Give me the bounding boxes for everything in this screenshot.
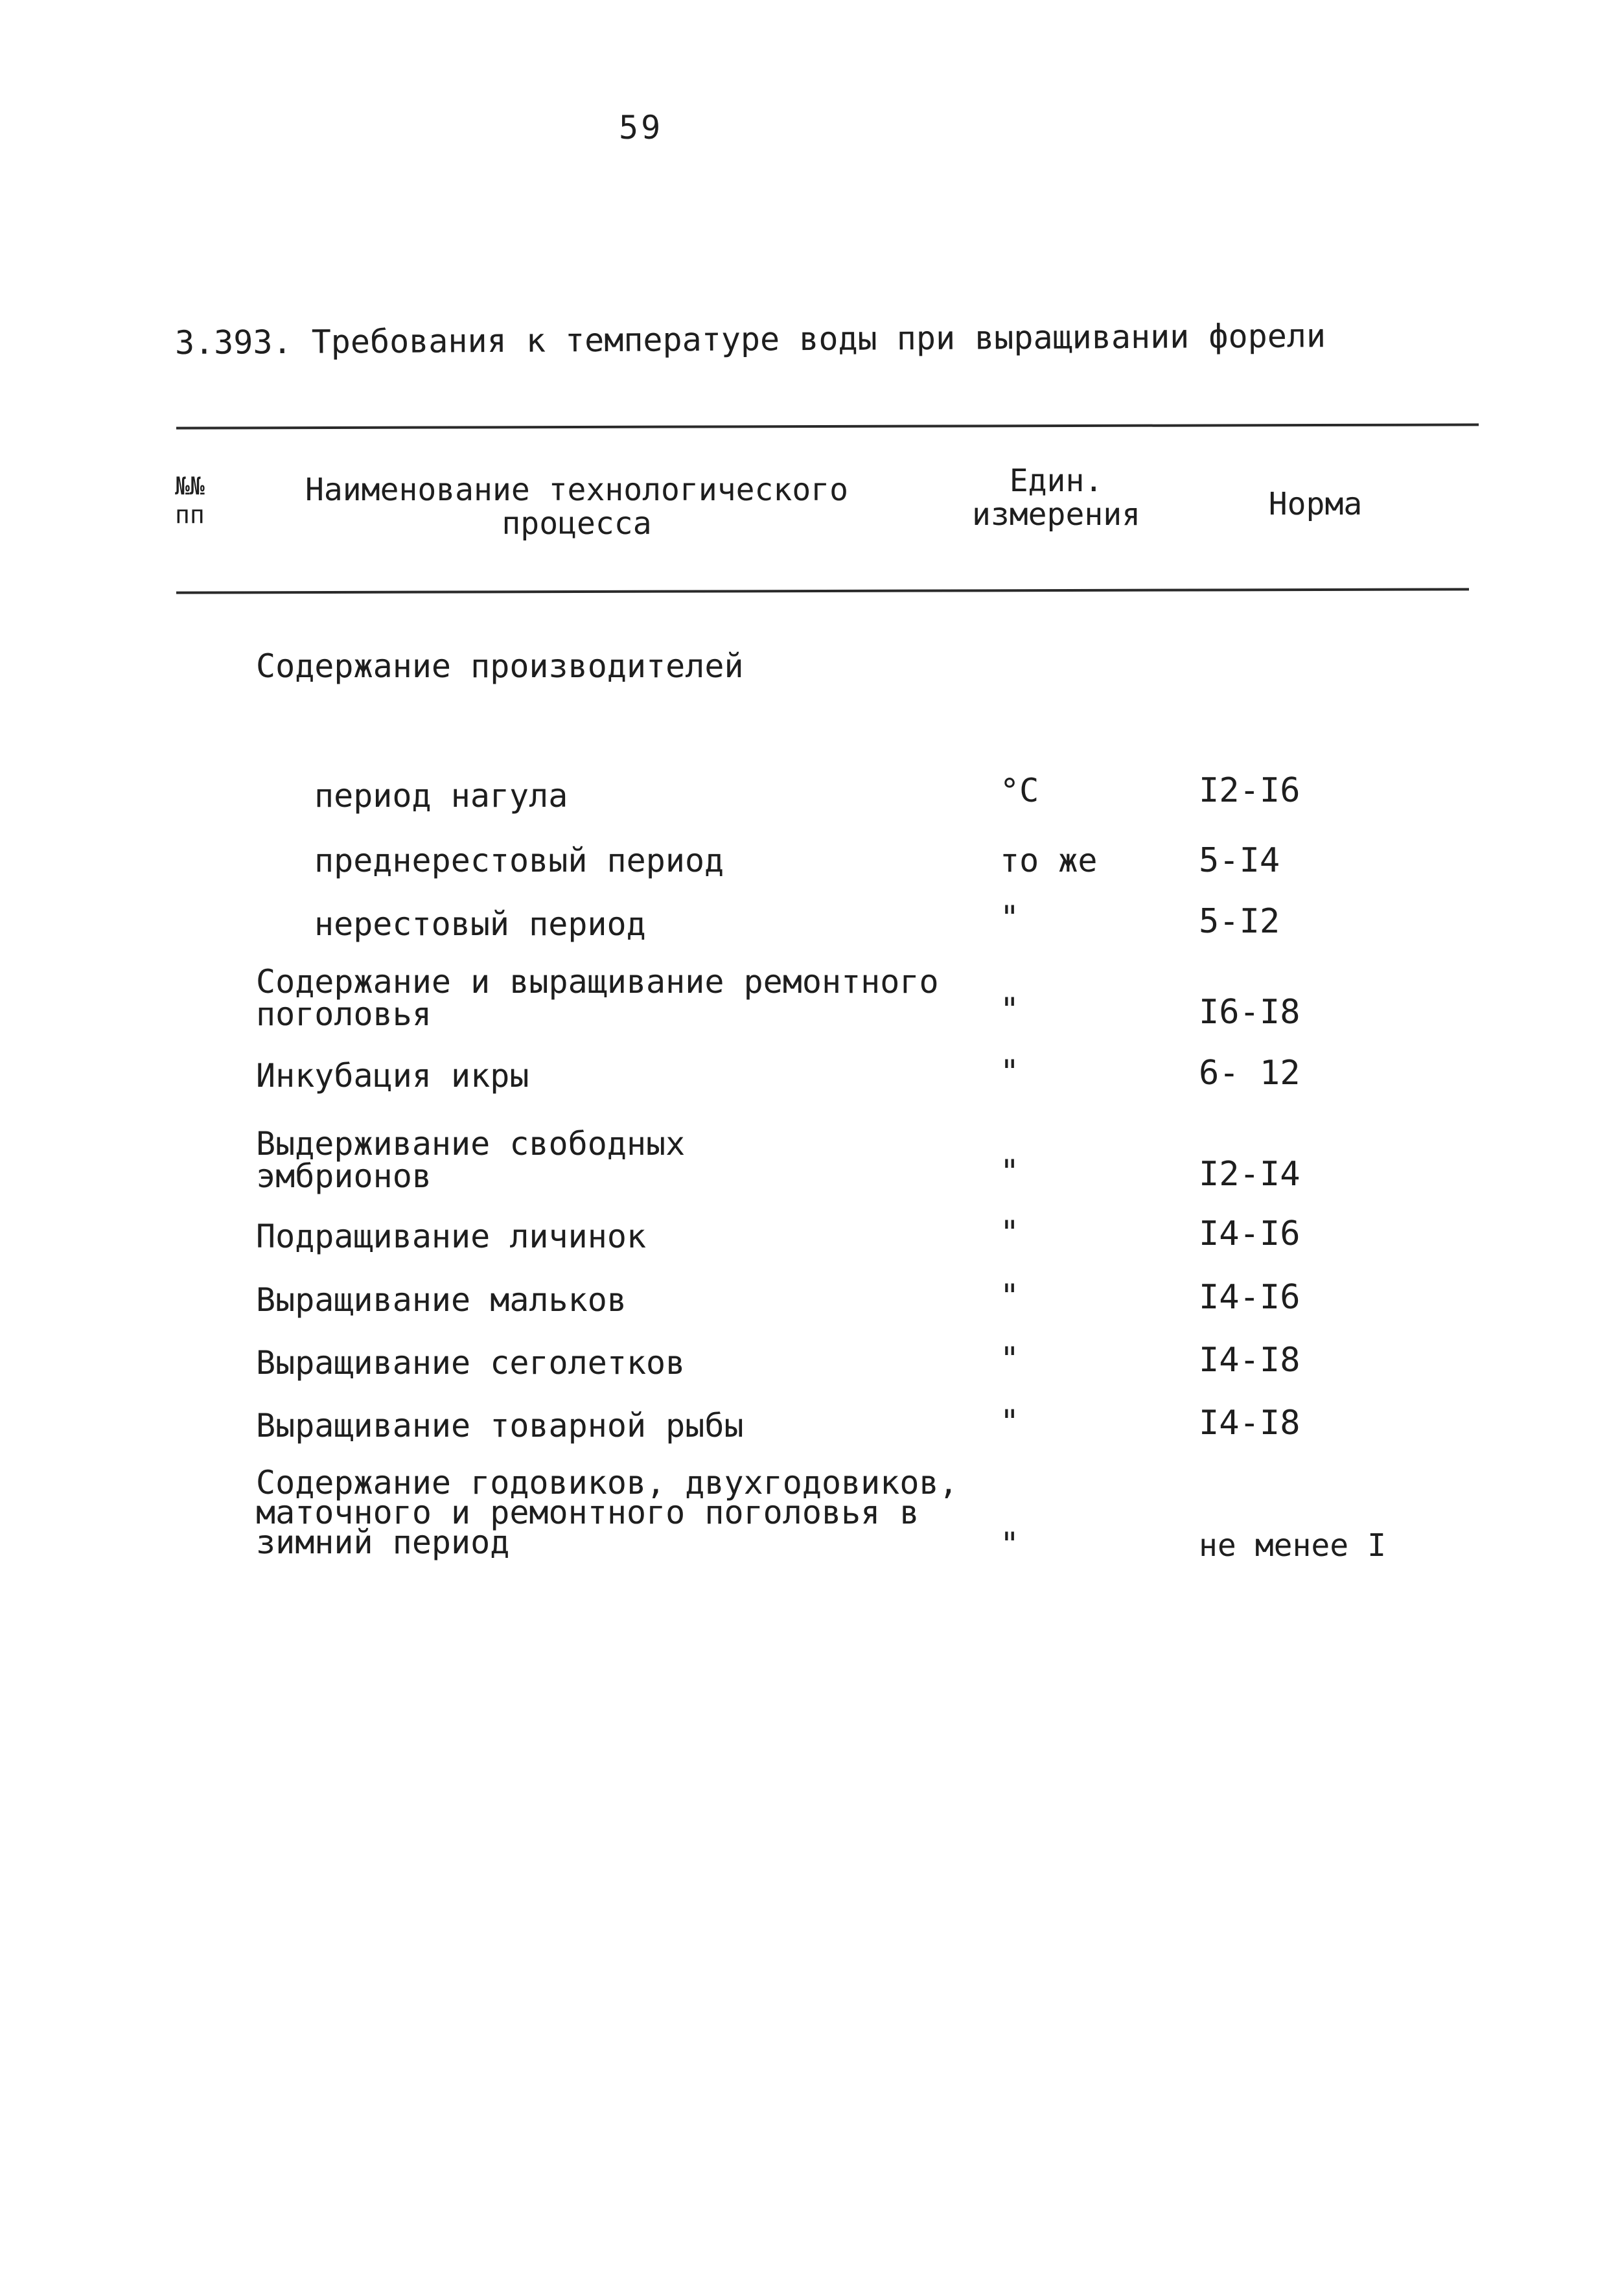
process-name: Выращивание товарной рыбы [256,1407,744,1444]
process-name: нерестовый период [314,905,646,943]
table-header-rule [176,588,1469,594]
unit-value: " [1000,1340,1020,1378]
process-name: преднерестовый период [314,842,724,879]
process-name: период нагула [314,777,568,815]
unit-value: " [1000,1053,1020,1091]
norm-value: не менее I [1199,1527,1386,1564]
unit-value: " [1000,1153,1020,1190]
header-number: №№ пп [175,472,205,529]
norm-value: I2-I4 [1199,1155,1301,1194]
norm-value: I4-I8 [1199,1341,1301,1380]
section-title: 3.393. Требования к температуре воды при выращивании форели [174,317,1326,362]
unit-value: " [1000,1277,1020,1315]
process-name: Содержание производителей [256,647,744,685]
header-unit: Един. измерения [971,463,1141,533]
unit-value: то же [1000,842,1098,879]
process-name: Выращивание сеголетков [256,1344,686,1382]
norm-value: 5-I4 [1199,841,1280,880]
norm-value: 5-I2 [1199,902,1280,941]
unit-value: °С [1000,772,1039,809]
header-process-name: Наименование технологического процесса [305,472,849,542]
unit-value: " [1000,991,1020,1028]
norm-value: I2-I6 [1199,771,1301,810]
unit-value: " [1000,1214,1020,1251]
process-name: Содержание и выращивание ремонтного поголовья [256,963,939,1033]
process-name: Содержание годовиков, двухгодовиков, маточного и ремонтного поголовья в зимний период [256,1464,958,1561]
process-name: Выдерживание свободных эмбрионов [256,1125,686,1195]
process-name: Выращивание мальков [256,1281,627,1319]
norm-value: 6- 12 [1199,1054,1301,1093]
unit-value: " [1000,1403,1020,1441]
table-top-rule [176,423,1479,429]
unit-value: " [1000,1525,1020,1563]
norm-value: I6-I8 [1199,993,1301,1032]
unit-value: " [1000,899,1020,936]
page-number: 59 [619,109,664,146]
process-name: Подращивание личинок [256,1218,647,1255]
norm-value: I4-I8 [1199,1404,1301,1443]
process-name: Инкубация икры [256,1057,529,1095]
norm-value: I4-I6 [1199,1278,1301,1317]
header-norm: Норма [1268,486,1363,522]
norm-value: I4-I6 [1199,1214,1301,1253]
